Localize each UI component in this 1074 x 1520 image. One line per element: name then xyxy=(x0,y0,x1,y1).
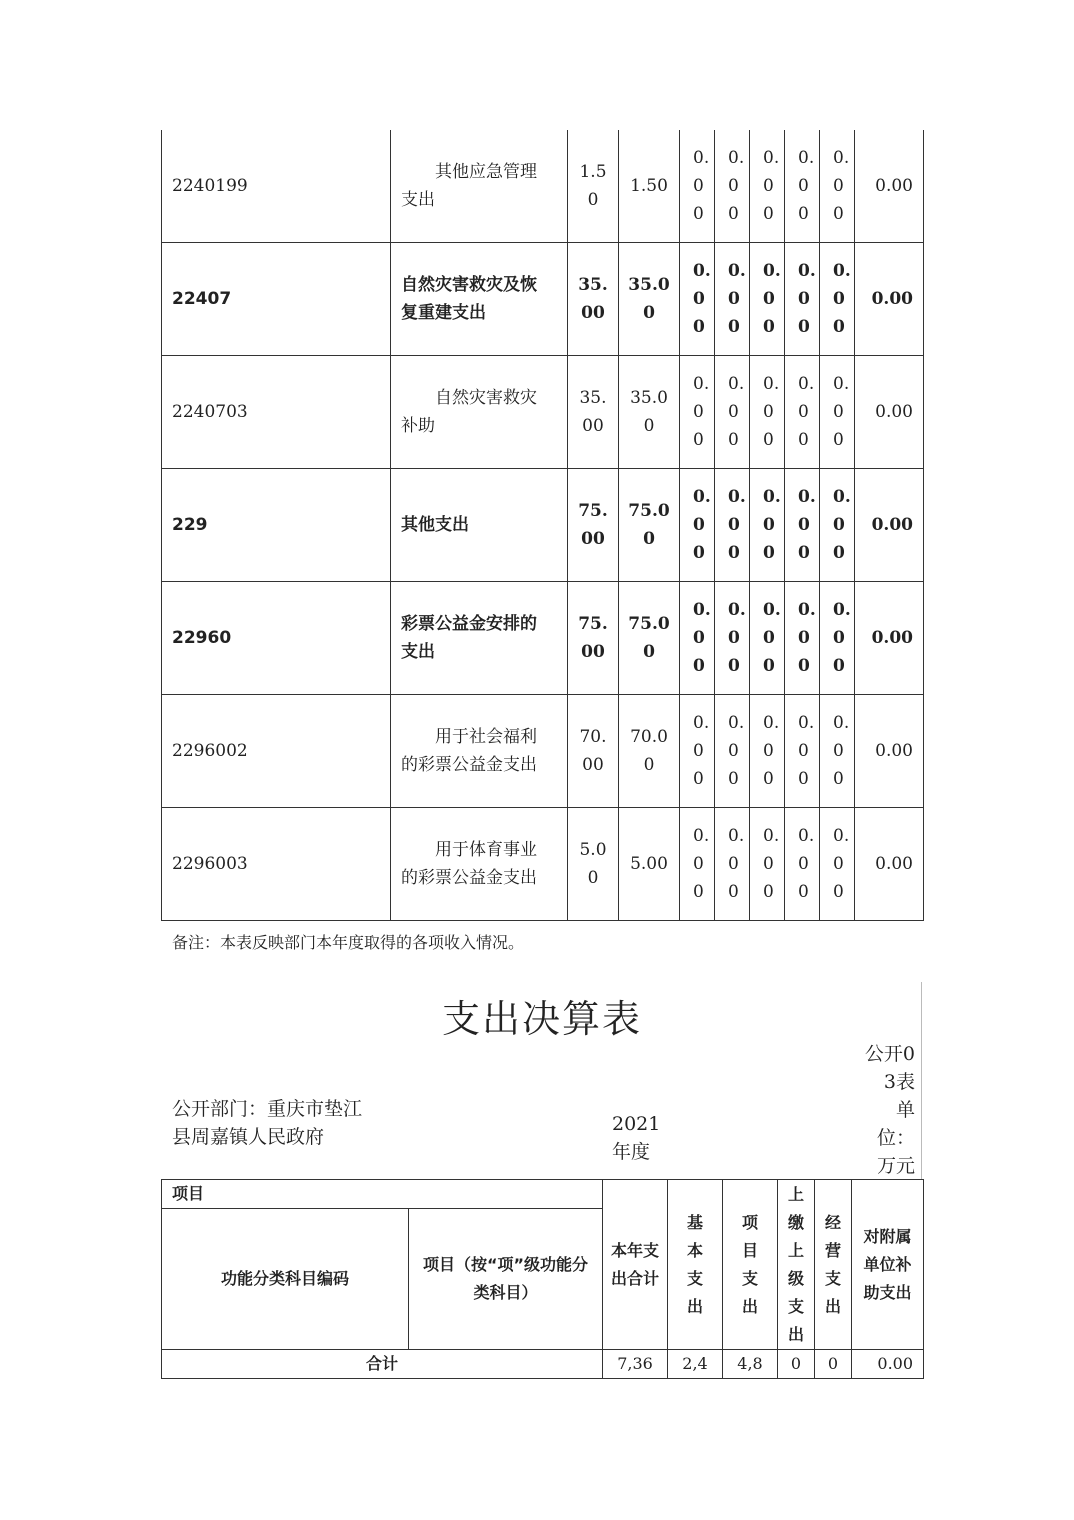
row-name: 其他支出 xyxy=(391,469,568,582)
row-zero-value: 0.00 xyxy=(820,582,855,695)
sum-project: 4,8 xyxy=(723,1350,778,1379)
sum-basic: 2,4 xyxy=(668,1350,723,1379)
row-zero-value: 0.00 xyxy=(785,356,820,469)
table-row xyxy=(162,582,924,695)
row-total: 75.00 xyxy=(568,469,619,582)
header-code: 功能分类科目编码 xyxy=(162,1209,409,1350)
row-zero-value: 0.00 xyxy=(680,469,715,582)
row-zero-value: 0.00 xyxy=(750,582,785,695)
row-zero-value: 0.00 xyxy=(820,356,855,469)
table-note: 备注：本表反映部门本年度取得的各项收入情况。 xyxy=(172,933,525,952)
row-basic: 35.00 xyxy=(619,356,680,469)
row-subsidy: 0.00 xyxy=(855,808,924,921)
row-zero-value: 0.00 xyxy=(680,582,715,695)
header-upper: 上缴上级支出 xyxy=(778,1180,815,1350)
year-label: 2021年度 xyxy=(612,1113,661,1163)
table-row xyxy=(162,695,924,808)
sum-operating: 0 xyxy=(815,1350,852,1379)
row-subsidy: 0.00 xyxy=(855,469,924,582)
row-basic: 75.00 xyxy=(619,469,680,582)
row-zero-value: 0.00 xyxy=(680,356,715,469)
row-subsidy: 0.00 xyxy=(855,582,924,695)
row-code: 2296002 xyxy=(162,695,391,808)
row-name: 其他应急管理支出 xyxy=(391,130,568,243)
header-item: 项目（按“项”级功能分类科目） xyxy=(409,1209,603,1350)
row-basic: 70.00 xyxy=(619,695,680,808)
row-code: 2296003 xyxy=(162,808,391,921)
row-zero-value: 0.00 xyxy=(785,695,820,808)
row-zero-value: 0.00 xyxy=(680,808,715,921)
row-zero-value: 0.00 xyxy=(715,695,750,808)
sum-total: 7,36 xyxy=(603,1350,668,1379)
row-zero-value: 0.00 xyxy=(785,469,820,582)
sum-label: 合计 xyxy=(162,1350,603,1379)
row-total: 1.50 xyxy=(568,130,619,243)
unit-label: 单位：万元 xyxy=(876,1099,915,1177)
row-zero-value: 0.00 xyxy=(680,130,715,243)
row-zero-value: 0.00 xyxy=(750,243,785,356)
table-row xyxy=(162,469,924,582)
expenditure-table xyxy=(161,1179,924,1379)
row-zero-value: 0.00 xyxy=(820,695,855,808)
row-code: 22407 xyxy=(162,243,391,356)
row-basic: 5.00 xyxy=(619,808,680,921)
row-zero-value: 0.00 xyxy=(750,356,785,469)
row-total: 5.00 xyxy=(568,808,619,921)
table-row xyxy=(162,130,924,243)
row-zero-value: 0.00 xyxy=(750,695,785,808)
row-zero-value: 0.00 xyxy=(715,808,750,921)
row-zero-value: 0.00 xyxy=(785,243,820,356)
row-zero-value: 0.00 xyxy=(820,130,855,243)
row-zero-value: 0.00 xyxy=(715,356,750,469)
table-row xyxy=(162,808,924,921)
row-zero-value: 0.00 xyxy=(820,808,855,921)
row-basic: 75.00 xyxy=(619,582,680,695)
row-total: 75.00 xyxy=(568,582,619,695)
row-zero-value: 0.00 xyxy=(785,808,820,921)
form-number: 公开03表 xyxy=(864,1043,915,1093)
upper-table xyxy=(161,130,924,921)
row-zero-value: 0.00 xyxy=(750,808,785,921)
row-zero-value: 0.00 xyxy=(680,695,715,808)
row-zero-value: 0.00 xyxy=(715,130,750,243)
row-name: 用于体育事业的彩票公益金支出 xyxy=(391,808,568,921)
page-title: 支出决算表 xyxy=(441,997,642,1041)
row-name: 用于社会福利的彩票公益金支出 xyxy=(391,695,568,808)
row-code: 22960 xyxy=(162,582,391,695)
header-project-group: 项目 xyxy=(162,1180,603,1209)
row-code: 2240703 xyxy=(162,356,391,469)
row-basic: 1.50 xyxy=(619,130,680,243)
row-zero-value: 0.00 xyxy=(820,469,855,582)
row-total: 35.00 xyxy=(568,243,619,356)
row-zero-value: 0.00 xyxy=(715,243,750,356)
table-row xyxy=(162,356,924,469)
row-subsidy: 0.00 xyxy=(855,695,924,808)
row-name: 自然灾害救灾补助 xyxy=(391,356,568,469)
row-zero-value: 0.00 xyxy=(750,130,785,243)
header-subsidy: 对附属单位补助支出 xyxy=(852,1180,924,1350)
department-label: 公开部门：重庆市垫江县周嘉镇人民政府 xyxy=(172,1098,363,1148)
table-row xyxy=(162,243,924,356)
row-zero-value: 0.00 xyxy=(785,130,820,243)
row-subsidy: 0.00 xyxy=(855,243,924,356)
row-total: 70.00 xyxy=(568,695,619,808)
row-zero-value: 0.00 xyxy=(820,243,855,356)
header-operating: 经营支出 xyxy=(815,1180,852,1350)
header-total: 本年支出合计 xyxy=(603,1180,668,1350)
row-total: 35.00 xyxy=(568,356,619,469)
header-basic: 基本支出 xyxy=(668,1180,723,1350)
row-basic: 35.00 xyxy=(619,243,680,356)
row-zero-value: 0.00 xyxy=(680,243,715,356)
row-zero-value: 0.00 xyxy=(785,582,820,695)
row-zero-value: 0.00 xyxy=(715,582,750,695)
row-name: 自然灾害救灾及恢复重建支出 xyxy=(391,243,568,356)
row-code: 2240199 xyxy=(162,130,391,243)
row-name: 彩票公益金安排的支出 xyxy=(391,582,568,695)
form-meta xyxy=(860,1040,915,1180)
header-project: 项目支出 xyxy=(723,1180,778,1350)
row-subsidy: 0.00 xyxy=(855,130,924,243)
sum-subsidy: 0.00 xyxy=(852,1350,924,1379)
row-code: 229 xyxy=(162,469,391,582)
row-subsidy: 0.00 xyxy=(855,356,924,469)
row-zero-value: 0.00 xyxy=(750,469,785,582)
sum-upper: 0 xyxy=(778,1350,815,1379)
row-zero-value: 0.00 xyxy=(715,469,750,582)
